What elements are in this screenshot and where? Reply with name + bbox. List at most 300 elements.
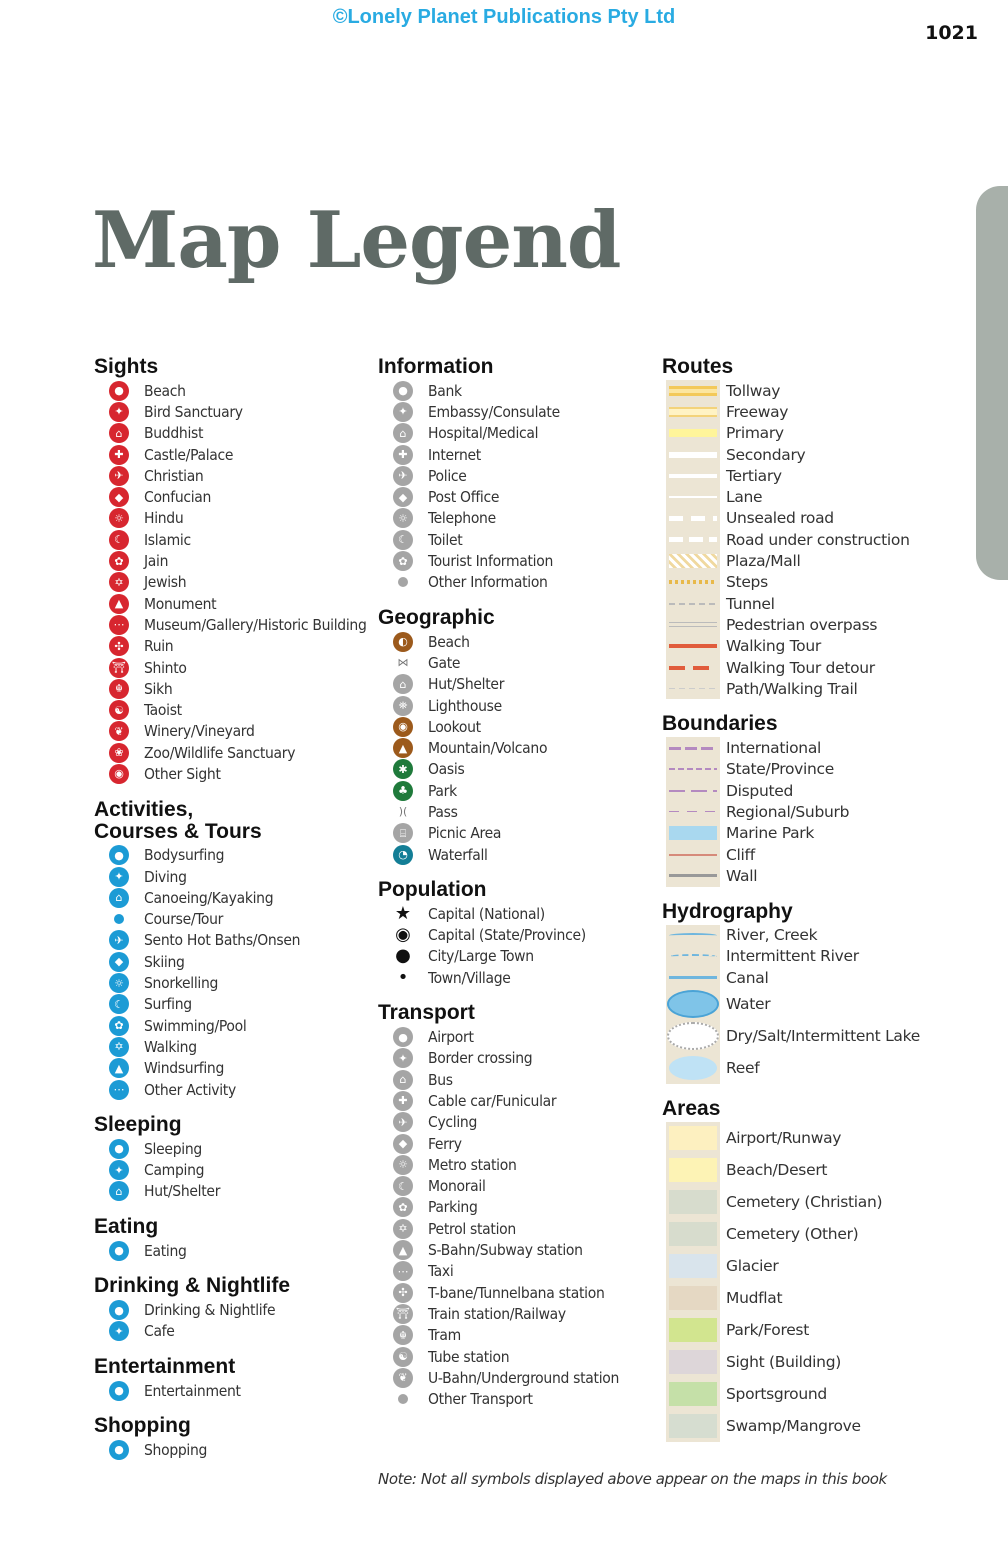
swatch-mark: [669, 537, 717, 542]
legend-item-label: Course/Tour: [144, 910, 224, 929]
hospital-medical-icon: ⌂: [393, 423, 413, 443]
legend-item-cemetery-other: [662, 1218, 962, 1250]
section-activities: [94, 799, 364, 1101]
drinking-nightlife-icon: ●: [109, 1300, 129, 1320]
legend-item-intermittent-river: [662, 946, 962, 967]
section-heading: Hydrography: [662, 899, 793, 923]
legend-item-taoist: [94, 699, 364, 720]
jewish-icon: ✡: [109, 572, 129, 592]
intermittent-river-swatch-icon: [666, 946, 720, 967]
section-shopping: [94, 1415, 364, 1460]
legend-item-buddhist: [94, 423, 364, 444]
regional-suburb-swatch-icon: [666, 801, 720, 822]
legend-item-swimming-pool: [94, 1015, 364, 1036]
legend-item-steps: [662, 572, 962, 593]
shopping-icon: ●: [109, 1440, 129, 1460]
legend-item-cycling: [378, 1112, 648, 1133]
legend-item-label: Dry/Salt/Intermittent Lake: [726, 1027, 920, 1046]
park-forest-swatch-icon: [666, 1314, 720, 1346]
islamic-icon: ☾: [109, 530, 129, 550]
legend-item-telephone: [378, 508, 648, 529]
gate-icon: ⋈: [397, 656, 409, 670]
taoist-icon: ☯: [109, 700, 129, 720]
legend-item-cable-car-funicular: [378, 1090, 648, 1111]
legend-item-ruin: [94, 636, 364, 657]
population-list: [378, 903, 648, 988]
swatch-mark: [669, 516, 717, 521]
legend-item-label: T-bane/Tunnelbana station: [428, 1283, 605, 1302]
camping-icon: ✦: [109, 1160, 129, 1180]
legend-item-primary: [662, 423, 962, 444]
section-areas: [662, 1098, 962, 1442]
legend-item-label: Hindu: [144, 509, 184, 528]
monorail-icon: ☾: [393, 1176, 413, 1196]
legend-item-label: Surfing: [144, 995, 192, 1014]
legend-item-petrol-station: [378, 1218, 648, 1239]
beach-desert-swatch-icon: [666, 1154, 720, 1186]
legend-item-label: Mountain/Volcano: [428, 739, 548, 758]
monument-icon: ▲: [109, 594, 129, 614]
legend-item-toilet: [378, 529, 648, 550]
legend-item-label: Cycling: [428, 1113, 478, 1132]
ferry-icon: ◆: [393, 1134, 413, 1154]
shopping-list: [94, 1439, 364, 1460]
petrol-station-icon: ✡: [393, 1219, 413, 1239]
eating-icon: ●: [109, 1241, 129, 1261]
swatch-mark: [669, 1056, 717, 1080]
bodysurfing-icon: ●: [109, 845, 129, 865]
castle-palace-icon: ✚: [109, 445, 129, 465]
oasis-icon: ✱: [393, 759, 413, 779]
legend-item-label: Buddhist: [144, 424, 204, 443]
legend-item-label: Lane: [726, 488, 763, 507]
legend-item-cliff: [662, 844, 962, 865]
heading-line-2: Courses & Tours: [94, 819, 262, 843]
legend-item-label: Snorkelling: [144, 974, 219, 993]
legend-item-post-office: [378, 486, 648, 507]
section-sleeping: [94, 1114, 364, 1202]
legend-item-canoeing-kayaking: [94, 887, 364, 908]
legend-item-swamp-mangrove: [662, 1410, 962, 1442]
lighthouse-icon: ⛯: [393, 696, 413, 716]
lookout-icon: ◉: [393, 717, 413, 737]
legend-item-windsurfing: [94, 1058, 364, 1079]
swatch-mark: [669, 1350, 717, 1374]
swatch-mark: [667, 1022, 719, 1050]
legend-item-label: Islamic: [144, 530, 191, 549]
legend-item-beach: [94, 380, 364, 401]
routes-list: [662, 380, 962, 699]
section-heading: Population: [378, 878, 487, 902]
skiing-icon: ◆: [109, 952, 129, 972]
legend-item-label: Jewish: [144, 573, 187, 592]
legend-item-cemetery-christian: [662, 1186, 962, 1218]
legend-item-bus: [378, 1069, 648, 1090]
legend-item-christian: [94, 465, 364, 486]
legend-item-label: Winery/Vineyard: [144, 722, 255, 741]
swatch-mark: [669, 496, 717, 498]
legend-item-mountain-volcano: [378, 737, 648, 758]
section-heading: Sleeping: [94, 1113, 182, 1137]
unsealed-road-swatch-icon: [666, 508, 720, 529]
legend-item-label: Hospital/Medical: [428, 424, 539, 443]
legend-item-sikh: [94, 678, 364, 699]
city-large-town-icon: ●: [395, 945, 411, 967]
swatch-mark: [669, 1158, 717, 1182]
section-transport: [378, 1002, 648, 1409]
course-tour-icon: [114, 914, 124, 924]
legend-item-freeway: [662, 401, 962, 422]
legend-item-gate: [378, 652, 648, 673]
swatch-mark: [669, 603, 717, 605]
post-office-icon: ◆: [393, 487, 413, 507]
transport-list: [378, 1026, 648, 1409]
legend-item-airport: [378, 1026, 648, 1047]
toilet-icon: ☾: [393, 530, 413, 550]
legend-item-label: Shinto: [144, 658, 187, 677]
copyright-notice: ©Lonely Planet Publications Pty Ltd: [332, 6, 676, 28]
legend-item-label: Primary: [726, 424, 784, 443]
sikh-icon: ☬: [109, 679, 129, 699]
legend-item-label: Tollway: [726, 381, 781, 400]
border-crossing-icon: ✦: [393, 1048, 413, 1068]
legend-item-label: Beach/Desert: [726, 1161, 828, 1180]
cable-car-funicular-icon: ✚: [393, 1091, 413, 1111]
legend-item-label: Museum/Gallery/Historic Building: [144, 615, 367, 634]
legend-item-lighthouse: [378, 695, 648, 716]
section-boundaries: [662, 713, 962, 886]
other-sight-icon: ◉: [109, 764, 129, 784]
legend-item-monument: [94, 593, 364, 614]
legend-item-label: Hut/Shelter: [428, 675, 505, 694]
legend-item-hindu: [94, 508, 364, 529]
legend-item-label: Hut/Shelter: [144, 1182, 221, 1201]
police-icon: ✈: [393, 466, 413, 486]
legend-item-zoo-wildlife-sanctuary: [94, 742, 364, 763]
telephone-icon: ☼: [393, 508, 413, 528]
legend-item-oasis: [378, 759, 648, 780]
legend-item-label: Embassy/Consulate: [428, 402, 560, 421]
legend-item-label: Sight (Building): [726, 1353, 841, 1372]
snorkelling-icon: ☼: [109, 973, 129, 993]
legend-item-bank: [378, 380, 648, 401]
swatch-mark: [669, 933, 717, 938]
legend-item-jewish: [94, 572, 364, 593]
bus-icon: ⌂: [393, 1070, 413, 1090]
u-bahn-underground-station-icon: ❦: [393, 1368, 413, 1388]
water-swatch-icon: [666, 988, 720, 1020]
shinto-icon: ⛩: [109, 658, 129, 678]
legend-item-label: Jain: [144, 552, 169, 571]
hut-shelter-icon: ⌂: [109, 1181, 129, 1201]
heading-line-1: Activities,: [94, 797, 194, 821]
legend-item-label: Train station/Railway: [428, 1304, 566, 1323]
parking-icon: ✿: [393, 1197, 413, 1217]
legend-item-label: Sleeping: [144, 1139, 202, 1158]
picnic-area-icon: ⌸: [393, 823, 413, 843]
swatch-mark: [669, 688, 717, 689]
page-edge-tab: [976, 186, 1008, 580]
legend-item-surfing: [94, 994, 364, 1015]
cemetery-other-swatch-icon: [666, 1218, 720, 1250]
legend-item-label: Toilet: [428, 530, 463, 549]
legend-item-monorail: [378, 1176, 648, 1197]
legend-item-label: Cemetery (Other): [726, 1225, 859, 1244]
tube-station-icon: ☯: [393, 1347, 413, 1367]
legend-item-jain: [94, 550, 364, 571]
section-heading: Information: [378, 355, 494, 378]
sleeping-list: [94, 1138, 364, 1202]
legend-item-label: Regional/Suburb: [726, 802, 850, 821]
sento-hot-baths-onsen-icon: ✈: [109, 930, 129, 950]
swatch-mark: [669, 666, 717, 670]
legend-item-label: Castle/Palace: [144, 445, 234, 464]
legend-item-label: Skiing: [144, 952, 185, 971]
sights-list: [94, 380, 367, 785]
museum-gallery-historic-building-icon: ⋯: [109, 615, 129, 635]
legend-item-international: [662, 737, 962, 758]
legend-item-label: Swamp/Mangrove: [726, 1417, 861, 1436]
legend-item-label: Plaza/Mall: [726, 552, 801, 571]
legend-item-sento-hot-baths-onsen: [94, 930, 364, 951]
legend-item-other-transport: [378, 1388, 648, 1409]
legend-item-label: Disputed: [726, 781, 794, 800]
legend-item-label: Walking: [144, 1037, 197, 1056]
swatch-mark: [669, 1222, 717, 1246]
legend-item-ferry: [378, 1133, 648, 1154]
swatch-mark: [669, 644, 717, 648]
legend-item-secondary: [662, 444, 962, 465]
legend-item-label: Marine Park: [726, 824, 815, 843]
legend-item-label: Beach: [428, 632, 470, 651]
legend-item-label: Ruin: [144, 637, 174, 656]
legend-item-snorkelling: [94, 972, 364, 993]
legend-item-waterfall: [378, 844, 648, 865]
park-icon: ♣: [393, 781, 413, 801]
legend-item-label: Telephone: [428, 509, 496, 528]
legend-item-other-information: [378, 572, 648, 593]
legend-item-label: Internet: [428, 445, 481, 464]
legend-item-label: Other Activity: [144, 1080, 236, 1099]
legend-item-label: Unsealed road: [726, 509, 834, 528]
legend-item-label: Oasis: [428, 760, 465, 779]
legend-item-confucian: [94, 486, 364, 507]
legend-item-tunnel: [662, 593, 962, 614]
legend-item-label: Christian: [144, 466, 204, 485]
legend-item-river-creek: [662, 925, 962, 946]
legend-item-other-sight: [94, 763, 364, 784]
legend-item-label: Cable car/Funicular: [428, 1091, 557, 1110]
airport-runway-swatch-icon: [666, 1122, 720, 1154]
legend-item-drinking-nightlife: [94, 1299, 364, 1320]
state-province-swatch-icon: [666, 759, 720, 780]
sportsground-swatch-icon: [666, 1378, 720, 1410]
legend-item-label: Other Transport: [428, 1390, 533, 1409]
other-transport-icon: [398, 1394, 408, 1404]
swatch-mark: [669, 1286, 717, 1310]
legend-item-canal: [662, 967, 962, 988]
capital-state-province-icon: ◉: [395, 924, 411, 946]
legend-item-museum-gallery-historic-building: [94, 614, 367, 635]
legend-item-beach-desert: [662, 1154, 962, 1186]
eating-list: [94, 1240, 364, 1261]
swatch-mark: [669, 554, 717, 568]
legend-item-label: Entertainment: [144, 1381, 241, 1400]
swatch-mark: [669, 747, 717, 750]
legend-item-border-crossing: [378, 1048, 648, 1069]
metro-station-icon: ☼: [393, 1155, 413, 1175]
legend-item-tollway: [662, 380, 962, 401]
buddhist-icon: ⌂: [109, 423, 129, 443]
legend-item-label: Camping: [144, 1161, 205, 1180]
capital-national-icon: ★: [394, 902, 412, 924]
legend-item-diving: [94, 866, 364, 887]
legend-item-label: Tertiary: [726, 466, 782, 485]
section-heading: Areas: [662, 1097, 721, 1121]
legend-item-label: Steps: [726, 573, 768, 592]
legend-item-label: Border crossing: [428, 1049, 533, 1068]
town-village-icon: •: [397, 966, 409, 988]
swatch-mark: [669, 976, 717, 979]
bird-sanctuary-icon: ✦: [109, 402, 129, 422]
legend-item-reef: [662, 1052, 962, 1084]
legend-item-sportsground: [662, 1378, 962, 1410]
tollway-swatch-icon: [666, 380, 720, 401]
wall-swatch-icon: [666, 865, 720, 886]
legend-item-label: State/Province: [726, 760, 835, 779]
cliff-swatch-icon: [666, 844, 720, 865]
legend-item-winery-vineyard: [94, 721, 364, 742]
legend-item-label: Eating: [144, 1241, 187, 1260]
section-population: [378, 879, 648, 988]
legend-item-label: Freeway: [726, 402, 789, 421]
legend-item-city-large-town: [378, 946, 648, 967]
legend-item-disputed: [662, 780, 962, 801]
legend-item-label: Capital (National): [428, 904, 545, 923]
section-heading: Shopping: [94, 1414, 191, 1438]
legend-item-label: Path/Walking Trail: [726, 679, 858, 698]
legend-item-label: Secondary: [726, 445, 806, 464]
legend-item-label: Gate: [428, 653, 461, 672]
hut-shelter-icon: ⌂: [393, 674, 413, 694]
legend-item-lane: [662, 486, 962, 507]
zoo-wildlife-sanctuary-icon: ❀: [109, 743, 129, 763]
legend-item-internet: [378, 444, 648, 465]
section-heading: [94, 799, 364, 843]
legend-item-airport-runway: [662, 1122, 962, 1154]
swatch-mark: [669, 768, 717, 770]
legend-item-label: Lookout: [428, 717, 481, 736]
legend-item-other-activity: [94, 1079, 364, 1100]
swatch-mark: [669, 1190, 717, 1214]
legend-item-label: U-Bahn/Underground station: [428, 1368, 620, 1387]
legend-item-label: Tram: [428, 1326, 461, 1345]
legend-item-skiing: [94, 951, 364, 972]
legend-column-1: [94, 352, 367, 1475]
legend-item-label: Walking Tour: [726, 637, 821, 656]
pedestrian-overpass-swatch-icon: [666, 614, 720, 635]
legend-item-capital-state-province: [378, 925, 648, 946]
legend-item-label: Sento Hot Baths/Onsen: [144, 931, 301, 950]
hydrography-list: [662, 925, 962, 1085]
legend-item-label: Lighthouse: [428, 696, 502, 715]
jain-icon: ✿: [109, 551, 129, 571]
other-information-icon: [398, 577, 408, 587]
legend-item-water: [662, 988, 962, 1020]
legend-item-bird-sanctuary: [94, 401, 364, 422]
swatch-mark: [669, 954, 717, 959]
tram-icon: ☬: [393, 1325, 413, 1345]
section-geographic: [378, 607, 648, 865]
canal-swatch-icon: [666, 967, 720, 988]
legend-item-tube-station: [378, 1346, 648, 1367]
legend-item-label: Reef: [726, 1059, 760, 1078]
swatch-mark: [669, 429, 717, 437]
legend-item-dry-salt-intermittent-lake: [662, 1020, 962, 1052]
legend-item-label: Metro station: [428, 1155, 517, 1174]
legend-item-label: Park/Forest: [726, 1321, 809, 1340]
legend-item-label: Drinking & Nightlife: [144, 1301, 276, 1320]
legend-item-label: Petrol station: [428, 1219, 516, 1238]
legend-item-label: Canoeing/Kayaking: [144, 888, 274, 907]
river-creek-swatch-icon: [666, 925, 720, 946]
swatch-mark: [669, 1382, 717, 1406]
swatch-mark: [667, 990, 719, 1018]
swatch-mark: [669, 1254, 717, 1278]
activities-list: [94, 845, 364, 1101]
legend-item-sleeping: [94, 1138, 364, 1159]
sleeping-icon: ●: [109, 1139, 129, 1159]
legend-item-tertiary: [662, 465, 962, 486]
legend-item-label: River, Creek: [726, 926, 818, 945]
legend-item-label: Cafe: [144, 1322, 175, 1341]
legend-item-label: Police: [428, 466, 467, 485]
legend-item-label: Monorail: [428, 1177, 486, 1196]
train-station-railway-icon: ⛩: [393, 1304, 413, 1324]
secondary-swatch-icon: [666, 444, 720, 465]
legend-item-label: Capital (State/Province): [428, 926, 586, 945]
legend-item-road-under-construction: [662, 529, 962, 550]
cycling-icon: ✈: [393, 1112, 413, 1132]
legend-item-label: Pedestrian overpass: [726, 615, 878, 634]
plaza-mall-swatch-icon: [666, 550, 720, 571]
legend-item-tourist-information: [378, 550, 648, 571]
section-information: [378, 356, 648, 593]
legend-item-castle-palace: [94, 444, 364, 465]
legend-item-label: Swimming/Pool: [144, 1016, 247, 1035]
mudflat-swatch-icon: [666, 1282, 720, 1314]
legend-item-label: Tunnel: [726, 594, 775, 613]
legend-item-walking: [94, 1036, 364, 1057]
winery-vineyard-icon: ❦: [109, 721, 129, 741]
legend-item-label: Airport/Runway: [726, 1129, 842, 1148]
section-heading: Routes: [662, 355, 734, 378]
walking-tour-swatch-icon: [666, 636, 720, 657]
legend-item-town-village: [378, 967, 648, 988]
legend-item-label: Wall: [726, 866, 758, 885]
legend-item-walking-tour: [662, 636, 962, 657]
legend-item-taxi: [378, 1261, 648, 1282]
section-eating: [94, 1216, 364, 1261]
legend-item-bodysurfing: [94, 845, 364, 866]
path-walking-trail-swatch-icon: [666, 678, 720, 699]
confucian-icon: ◆: [109, 487, 129, 507]
legend-item-hospital-medical: [378, 423, 648, 444]
legend-item-wall: [662, 865, 962, 886]
section-heading: Boundaries: [662, 712, 778, 736]
legend-item-label: Town/Village: [428, 968, 511, 987]
legend-item-label: Confucian: [144, 488, 212, 507]
